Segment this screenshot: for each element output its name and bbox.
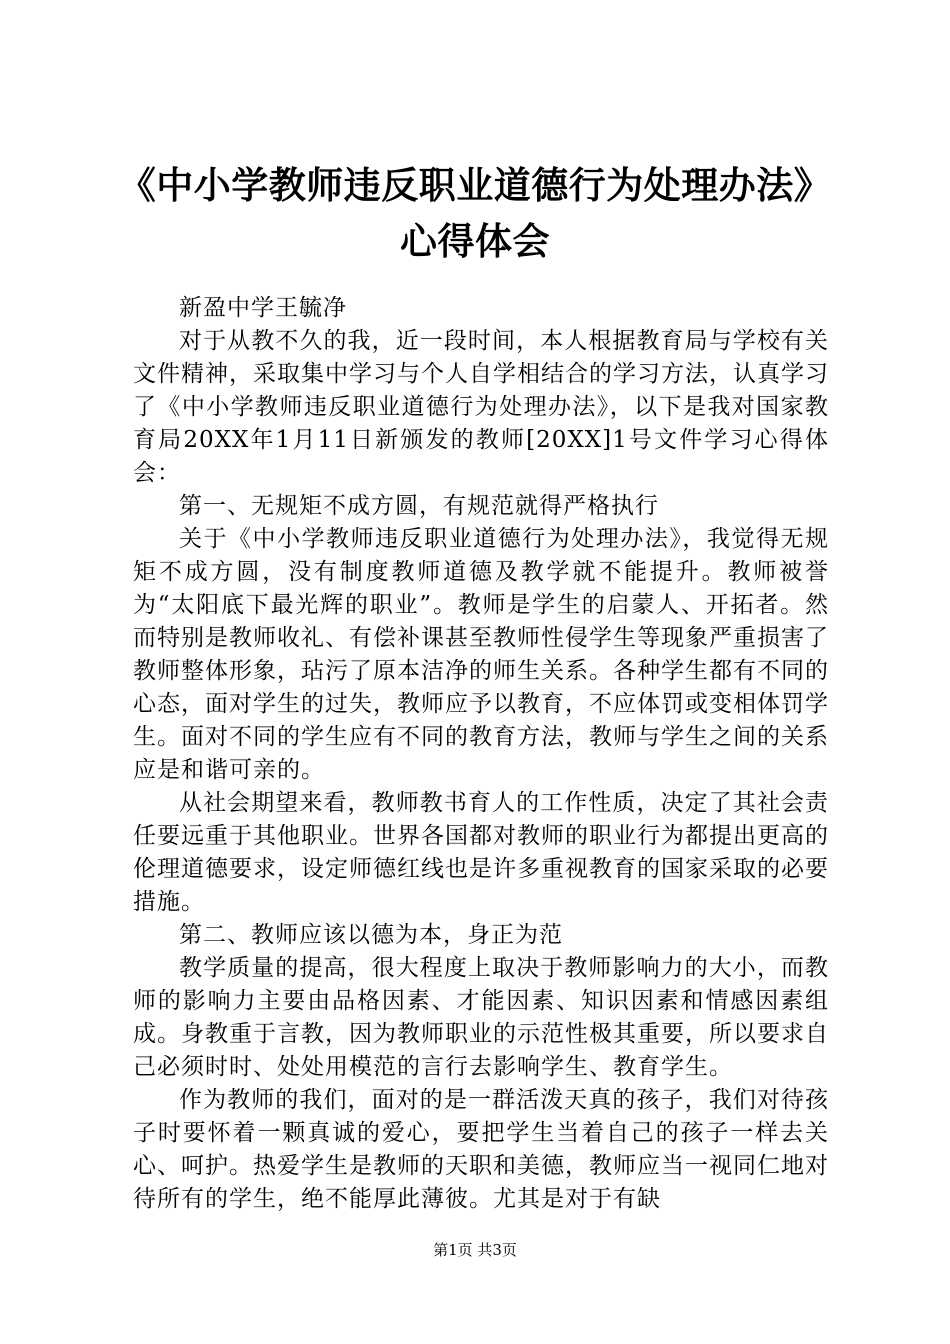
- document-title: 《中小学教师违反职业道德行为处理办法》心得体会: [118, 164, 832, 263]
- paragraph: 关于《中小学教师违反职业道德行为处理办法》，我觉得无规矩不成方圆，没有制度教师道德及教学就不能提升。教师被誉为“太阳底下最光辉的职业”。教师是学生的启蒙人、开拓者。然而特别是教师收礼、有偿补课甚至教师性侵学生等现象严重损害了教师整体形象，玷污了原本洁净的师生关系。各种学生都有不同的心态，面对学生的过失，教师应予以教育，不应体罚或变相体罚学生。面对不同的学生应有不同的教育方法，教师与学生之间的关系应是和谐可亲的。: [133, 526, 829, 783]
- section-heading: 第二、教师应该以德为本，身正为范: [179, 922, 563, 948]
- paragraph: 从社会期望来看，教师教书育人的工作性质，决定了其社会责任要远重于其他职业。世界各国都对教师的职业行为都提出更高的伦理道德要求，设定师德红线也是许多重视教育的国家采取的必要措施。: [133, 790, 829, 915]
- page-footer: 第1页 共3页: [433, 1241, 517, 1259]
- paragraph: 作为教师的我们，面对的是一群活泼天真的孩子，我们对待孩子时要怀着一颗真诚的爱心，要把学生当着自己的孩子一样去关心、呵护。热爱学生是教师的天职和美德，教师应当一视同仁地对待所有的学生，绝不能厚此薄彼。尤其是对于有缺: [133, 1087, 829, 1212]
- document-body: [133, 292, 829, 1216]
- paragraph: 教学质量的提高，很大程度上取决于教师影响力的大小，而教师的影响力主要由品格因素、才能因素、知识因素和情感因素组成。身教重于言教，因为教师职业的示范性极其重要，所以要求自己必须时时、处处用模范的言行去影响学生、教育学生。: [133, 955, 829, 1080]
- paragraph: 对于从教不久的我，近一段时间，本人根据教育局与学校有关文件精神，采取集中学习与个人自学相结合的学习方法，认真学习了《中小学教师违反职业道德行为处理办法》，以下是我对国家教育局20XX年1月11日新颁发的教师[20XX]1号文件学习心得体会：: [133, 328, 829, 486]
- section-heading: 第一、无规矩不成方圆，有规范就得严格执行: [179, 493, 659, 519]
- author-line: 新盈中学王毓净: [179, 295, 347, 321]
